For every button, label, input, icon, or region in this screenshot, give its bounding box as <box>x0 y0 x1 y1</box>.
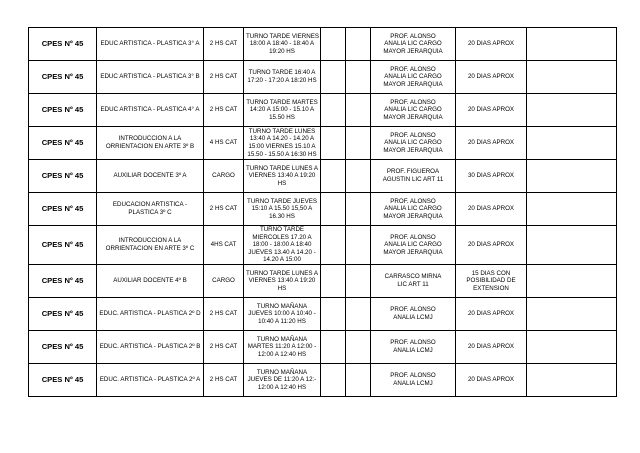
table-row <box>29 28 617 61</box>
cell-line: TURNO TARDE LUNES <box>248 127 316 135</box>
school-cell: CPES Nº 45 <box>29 226 97 265</box>
school-cell: CPES Nº 45 <box>29 330 97 363</box>
empty-cell <box>346 226 371 265</box>
cell-line: 30 DIAS APROX <box>467 172 515 180</box>
schedule-cell <box>244 28 321 61</box>
cell-line: 2 HS CAT <box>209 376 238 384</box>
empty-cell <box>527 127 617 160</box>
duration-cell <box>456 363 527 396</box>
duration-cell <box>456 28 527 61</box>
hours-cell <box>204 226 244 265</box>
cell-line: 18:00 - 18:00 A 18:40 <box>252 241 312 249</box>
cell-line: 14:20 A 15:00 - 15.10 A <box>249 106 315 114</box>
teacher-cell <box>371 160 456 193</box>
cell-line: 20 DIAS APROX <box>467 343 515 351</box>
empty-cell <box>527 28 617 61</box>
empty-cell <box>321 61 346 94</box>
duration-cell <box>456 193 527 226</box>
school-cell: CPES Nº 45 <box>29 94 97 127</box>
cell-line: TURNO MAÑANA <box>256 302 308 310</box>
subject-cell <box>97 28 204 61</box>
cell-line: TURNO TARDE 16:40 A <box>248 69 316 77</box>
empty-cell <box>321 94 346 127</box>
hours-cell <box>204 330 244 363</box>
cell-line: PROF. ALONSO <box>390 339 436 347</box>
teacher-cell <box>371 127 456 160</box>
cell-line: TURNO MAÑANA <box>256 335 308 343</box>
empty-cell <box>321 193 346 226</box>
cell-line: CARGO <box>212 277 235 285</box>
cell-line: ORRIENTACION EN ARTE 3º C <box>105 244 195 252</box>
cell-line: ANALIA LCMJ <box>393 379 433 387</box>
hours-cell <box>204 127 244 160</box>
schedule-cell <box>244 127 321 160</box>
empty-cell <box>346 94 371 127</box>
schedule-cell <box>244 330 321 363</box>
cell-line: TURNO TARDE <box>259 226 305 233</box>
empty-cell <box>321 127 346 160</box>
empty-cell <box>527 94 617 127</box>
schedule-cell <box>244 264 321 297</box>
subject-cell <box>97 226 204 265</box>
teacher-cell <box>371 330 456 363</box>
cell-line: TURNO TARDE JUEVES <box>247 197 317 205</box>
hours-cell <box>204 363 244 396</box>
cell-line: 2 HS CAT <box>209 310 238 318</box>
duration-cell <box>456 297 527 330</box>
empty-cell <box>346 28 371 61</box>
empty-cell <box>527 193 617 226</box>
table-row <box>29 330 617 363</box>
teacher-cell <box>371 193 456 226</box>
cell-line: CARGO <box>212 172 235 180</box>
cell-line: TURNO TARDE VIERNES <box>246 32 319 40</box>
schedule-cell <box>244 226 321 265</box>
cell-line: HS <box>277 284 287 292</box>
teacher-cell <box>371 226 456 265</box>
cell-line: AUXILIAR DOCENTE 4º B <box>113 277 187 285</box>
schedule-cell <box>244 363 321 396</box>
schedule-cell <box>244 94 321 127</box>
cell-line: EDUCACION ARTISTICA - <box>112 201 188 209</box>
cell-line: JUEVES 13.40 A 14.20 - <box>248 248 316 256</box>
cell-line: 16.30 HS <box>269 212 295 220</box>
cell-line: 20 DIAS APROX <box>467 40 515 48</box>
cell-line: PROF. ALONSO <box>390 306 436 314</box>
cell-line: JUEVES DE 11:20 A 12:- <box>247 376 317 384</box>
teacher-cell <box>371 28 456 61</box>
table-row <box>29 363 617 396</box>
empty-cell <box>321 297 346 330</box>
empty-cell <box>346 264 371 297</box>
hours-cell <box>204 297 244 330</box>
empty-cell <box>346 363 371 396</box>
empty-cell <box>527 226 617 265</box>
cell-line: MAYOR JERARQUIA <box>383 113 443 121</box>
cell-line: 17:20 - 17:20 A 18:20 HS <box>247 77 317 84</box>
hours-cell <box>204 264 244 297</box>
cell-line: MAYOR JERARQUIA <box>383 146 443 154</box>
cell-line: TURNO MAÑANA <box>256 368 308 376</box>
cell-line: EDUC. ARTISTICA - PLASTICA 2º D <box>99 310 201 318</box>
table-row <box>29 297 617 330</box>
cell-line: AGUSTIN LIC ART 11 <box>382 176 444 183</box>
empty-cell <box>321 28 346 61</box>
school-cell: CPES Nº 45 <box>29 297 97 330</box>
cell-line: ANALIA LIC CARGO <box>384 40 442 48</box>
cell-line: ANALIA LIC CARGO <box>384 106 442 114</box>
cell-line: 10:40 A 11:20 HS <box>258 317 306 325</box>
subject-cell <box>97 94 204 127</box>
cell-line: PROF. ALONSO <box>390 32 436 40</box>
cell-line: POSIBILIDAD DE <box>466 277 516 285</box>
empty-cell <box>321 226 346 265</box>
duration-cell <box>456 264 527 297</box>
cell-line: TURNO TARDE MARTES <box>246 98 318 106</box>
cell-line: 2 HS CAT <box>209 205 238 213</box>
cell-line: 4 HS CAT <box>209 139 238 147</box>
cell-line: 20 DIAS APROX <box>467 376 515 384</box>
cell-line: ANALIA LCMJ <box>393 346 433 354</box>
school-cell: CPES Nº 45 <box>29 264 97 297</box>
empty-cell <box>321 264 346 297</box>
empty-cell <box>346 297 371 330</box>
school-cell: CPES Nº 45 <box>29 160 97 193</box>
empty-cell <box>346 330 371 363</box>
empty-cell <box>346 193 371 226</box>
school-cell: CPES Nº 45 <box>29 193 97 226</box>
cell-line: ANALIA LIC CARGO <box>384 241 442 249</box>
cell-line: 2 HS CAT <box>209 106 238 114</box>
cell-line: 2 HS CAT <box>209 40 238 48</box>
cell-line: 15 DIAS CON <box>471 269 511 277</box>
hours-cell <box>204 61 244 94</box>
table-row <box>29 226 617 265</box>
cell-line: PROF. ALONSO <box>390 233 436 241</box>
schedule-cell <box>244 193 321 226</box>
cell-line: TURNO TARDE LUNES A <box>246 269 318 277</box>
cell-line: PROF. ALONSO <box>390 131 436 139</box>
duration-cell <box>456 160 527 193</box>
subject-cell <box>97 297 204 330</box>
table-row <box>29 160 617 193</box>
cell-line: 13:40 A 14.20 - 14.20 A <box>249 135 315 143</box>
cell-line: PLASTICA 3º C <box>128 209 172 216</box>
cell-line: PROF. ALONSO <box>390 98 436 106</box>
cell-line: ANALIA LCMJ <box>393 313 433 321</box>
cell-line: MAYOR JERARQUIA <box>383 248 443 256</box>
teacher-cell <box>371 61 456 94</box>
cell-line: ANALIA LIC CARGO <box>384 205 442 213</box>
hours-cell <box>204 28 244 61</box>
cell-line: ORRIENTACION EN ARTE 3º B <box>105 143 195 150</box>
cell-line: MARTES 11:20 A 12:00 - <box>247 343 317 351</box>
cell-line: 15:10 A 15.50 15,50 A <box>251 205 313 213</box>
cell-line: EDUC ARTISTICA - PLASTICA 3° A <box>100 40 200 48</box>
cell-line: PROF. ALONSO <box>390 65 436 73</box>
cell-line: LIC ART 11 <box>397 280 429 288</box>
cell-line: MAYOR JERARQUIA <box>383 212 443 220</box>
cell-line: MIERCOLES 17.20 A <box>252 233 312 241</box>
cell-line: EXTENSION <box>473 284 509 292</box>
subject-cell <box>97 193 204 226</box>
duration-cell <box>456 330 527 363</box>
cell-line: 2 HS CAT <box>209 73 238 81</box>
schedule-cell <box>244 297 321 330</box>
empty-cell <box>527 264 617 297</box>
duration-cell <box>456 61 527 94</box>
cell-line: PROF. ALONSO <box>390 372 436 380</box>
teacher-cell <box>371 297 456 330</box>
empty-cell <box>527 363 617 396</box>
empty-cell <box>321 330 346 363</box>
cell-line: 15.50 - 15.50 A 16:30 HS <box>247 150 317 158</box>
cell-line: ANALIA LIC CARGO <box>384 73 442 81</box>
subject-cell <box>97 264 204 297</box>
school-cell: CPES Nº 45 <box>29 28 97 61</box>
cell-line: CARRASCO MIRNA <box>384 273 442 281</box>
cell-line: 20 DIAS APROX <box>467 73 515 81</box>
subject-cell <box>97 160 204 193</box>
hours-cell <box>204 193 244 226</box>
cell-line: 12:00 A 12:40 HS <box>257 383 307 391</box>
hours-cell <box>204 160 244 193</box>
cell-line: JUEVES 10:00 A 10:40 - <box>248 310 316 318</box>
table-body <box>29 28 617 397</box>
teacher-cell <box>371 264 456 297</box>
school-cell: CPES Nº 45 <box>29 363 97 396</box>
cell-line: 20 DIAS APROX <box>467 139 515 147</box>
school-cell: CPES Nº 45 <box>29 61 97 94</box>
table-row <box>29 61 617 94</box>
cell-line: EDUC. ARTISTICA - PLASTICA 2º A <box>99 376 201 384</box>
cell-line: INTRODUCCION A LA <box>118 237 182 245</box>
cell-line: EDUC ARTISTICA - PLASTICA 3° B <box>100 73 200 81</box>
cell-line: EDUC. ARTISTICA - PLASTICA 2º B <box>99 343 201 351</box>
table-row <box>29 127 617 160</box>
duration-cell <box>456 127 527 160</box>
cell-line: VIERNES 13:40 A 19:20 <box>248 172 316 180</box>
cell-line: TURNO TARDE LUNES A <box>246 164 318 172</box>
school-cell: CPES Nº 45 <box>29 127 97 160</box>
teacher-cell <box>371 363 456 396</box>
hours-cell <box>204 94 244 127</box>
cell-line: MAYOR JERARQUIA <box>383 80 443 88</box>
table-row <box>29 264 617 297</box>
cell-line: 15:00 VIERNES 15.10 A <box>248 143 316 150</box>
cell-line: 20 DIAS APROX <box>467 241 515 249</box>
empty-cell <box>527 297 617 330</box>
table-row <box>29 94 617 127</box>
vacancies-table <box>28 27 617 397</box>
cell-line: 4HS CAT <box>210 241 237 249</box>
cell-line: 18:00 A 18:40 - 18:40 A <box>249 40 315 48</box>
cell-line: 20 DIAS APROX <box>467 205 515 213</box>
teacher-cell <box>371 94 456 127</box>
cell-line: 19:20 HS <box>269 47 295 55</box>
subject-cell <box>97 363 204 396</box>
subject-cell <box>97 61 204 94</box>
cell-line: VIERNES 13:40 A 19:20 <box>248 277 316 285</box>
duration-cell <box>456 94 527 127</box>
empty-cell <box>321 363 346 396</box>
cell-line: INTRODUCCION A LA <box>118 135 182 143</box>
cell-line: 15.50 HS <box>269 113 295 121</box>
table-row <box>29 193 617 226</box>
cell-line: MAYOR JERARQUIA <box>383 47 443 55</box>
cell-line: PROF. FIGUEROA <box>386 168 440 176</box>
subject-cell <box>97 127 204 160</box>
empty-cell <box>321 160 346 193</box>
subject-cell <box>97 330 204 363</box>
schedule-cell <box>244 160 321 193</box>
cell-line: AUXILIAR DOCENTE 3º A <box>113 172 187 180</box>
cell-line: 14.20 A 15:00 <box>263 256 301 264</box>
empty-cell <box>527 160 617 193</box>
cell-line: HS <box>277 179 287 187</box>
cell-line: PROF. ALONSO <box>390 197 436 205</box>
cell-line: 20 DIAS APROX <box>467 106 515 114</box>
cell-line: 12:00 A 12:40 HS <box>257 350 307 358</box>
duration-cell <box>456 226 527 265</box>
empty-cell <box>346 61 371 94</box>
empty-cell <box>527 330 617 363</box>
cell-line: 2 HS CAT <box>209 343 238 351</box>
cell-line: 20 DIAS APROX <box>467 310 515 318</box>
cell-line: EDUC ARTISTICA - PLASTICA 4° A <box>100 106 200 114</box>
empty-cell <box>527 61 617 94</box>
schedule-cell <box>244 61 321 94</box>
empty-cell <box>346 160 371 193</box>
empty-cell <box>346 127 371 160</box>
cell-line: ANALIA LIC CARGO <box>384 139 442 147</box>
